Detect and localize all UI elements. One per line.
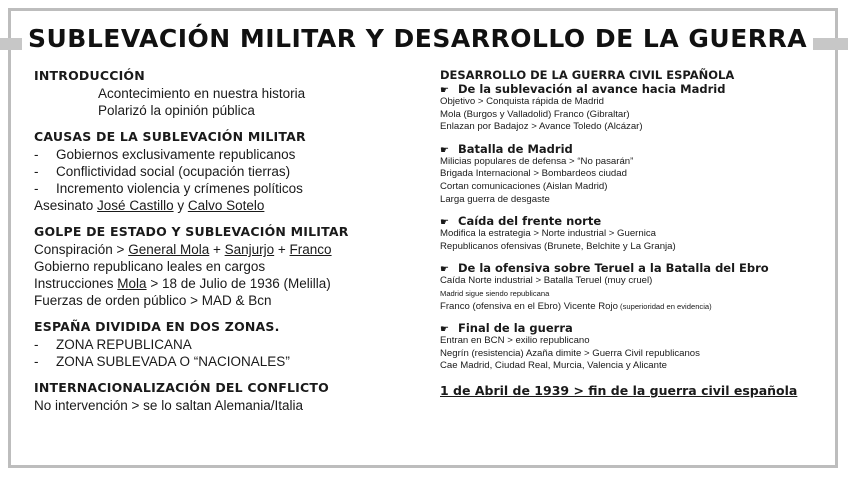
franco-name: Franco bbox=[289, 242, 332, 257]
s5-line: Entran en BCN > exilio republicano bbox=[440, 335, 590, 347]
final-statement: 1 de Abril de 1939 > fin de la guerra civil española bbox=[440, 382, 798, 398]
mola-name: General Mola bbox=[128, 242, 210, 257]
page-title: SUBLEVACIÓN MILITAR Y DESARROLLO DE LA GUERRA bbox=[22, 24, 813, 53]
s1-section bbox=[440, 82, 800, 134]
zona-bullet: - ZONA SUBLEVADA O “NACIONALES” bbox=[34, 353, 414, 370]
pointing-hand-icon: ☛ bbox=[440, 324, 449, 336]
right-column bbox=[440, 68, 800, 398]
s4-heading-text: De la ofensiva sobre Teruel a la Batalla del Ebro bbox=[458, 261, 769, 276]
desarrollo-heading: DESARROLLO DE LA GUERRA CIVIL ESPAÑOLA bbox=[440, 68, 735, 82]
pointing-hand-icon: ☛ bbox=[440, 144, 449, 156]
intro-line: Polarizó la opinión pública bbox=[98, 103, 255, 118]
inter-section bbox=[34, 380, 414, 414]
s5-line: Negrín (resistencia) Azaña dimite > Guerra Civil republicanos bbox=[440, 347, 700, 359]
s2-heading-text: Batalla de Madrid bbox=[458, 141, 573, 156]
golpe-line: Gobierno republicano leales en cargos bbox=[34, 259, 266, 274]
causas-bullet: - Gobiernos exclusivamente republicanos bbox=[34, 146, 414, 163]
s4-line3-note: (superioridad en evidencia) bbox=[617, 301, 712, 311]
espana-heading: ESPAÑA DIVIDIDA EN DOS ZONAS. bbox=[34, 319, 280, 334]
left-column bbox=[34, 68, 414, 424]
sanjurjo-name: Sanjurjo bbox=[224, 242, 275, 257]
instrucciones-line bbox=[34, 275, 414, 292]
asesinato-prefix: Asesinato bbox=[34, 198, 98, 213]
intro-section bbox=[34, 68, 414, 119]
s1-heading bbox=[440, 82, 800, 96]
instr-suffix: > 18 de Julio de 1936 (Melilla) bbox=[146, 276, 331, 291]
pointing-hand-icon: ☛ bbox=[440, 85, 449, 96]
s4-line: Madrid sigue siendo republicana bbox=[440, 288, 550, 298]
espana-section bbox=[34, 319, 414, 370]
s1-line: Mola (Burgos y Valladolid) Franco (Gibraltar) bbox=[440, 108, 630, 120]
s4-line bbox=[440, 301, 800, 314]
castillo-name: José Castillo bbox=[97, 198, 174, 213]
s5-heading bbox=[440, 321, 800, 335]
s4-section bbox=[440, 261, 800, 313]
causas-bullet: - Conflictividad social (ocupación tierras) bbox=[34, 163, 414, 180]
consp-sep: + bbox=[209, 242, 225, 257]
s3-section bbox=[440, 214, 800, 253]
s4-heading bbox=[440, 261, 800, 275]
asesinato-mid: y bbox=[173, 198, 188, 213]
golpe-line: Fuerzas de orden público > MAD & Bcn bbox=[34, 293, 272, 308]
golpe-section bbox=[34, 224, 414, 309]
s3-line: Republicanos ofensivas (Brunete, Belchite y La Granja) bbox=[440, 240, 676, 252]
pointing-hand-icon: ☛ bbox=[440, 217, 449, 229]
s3-line: Modifica la estrategia > Norte industrial > Guernica bbox=[440, 228, 656, 240]
instr-prefix: Instrucciones bbox=[34, 276, 118, 291]
s1-line: Objetivo > Conquista rápida de Madrid bbox=[440, 96, 604, 107]
s4-line3-text: Franco (ofensiva en el Ebro) Vicente Rojo bbox=[440, 300, 618, 312]
asesinato-line bbox=[34, 197, 414, 214]
s1-heading-text: De la sublevación al avance hacia Madrid bbox=[458, 82, 726, 96]
inter-heading: INTERNACIONALIZACIÓN DEL CONFLICTO bbox=[34, 380, 329, 395]
golpe-heading: GOLPE DE ESTADO Y SUBLEVACIÓN MILITAR bbox=[34, 224, 349, 239]
inter-line: No intervención > se lo saltan Alemania/Italia bbox=[34, 398, 304, 413]
s2-line: Cortan comunicaciones (Aislan Madrid) bbox=[440, 180, 608, 192]
s5-section bbox=[440, 321, 800, 373]
intro-heading: INTRODUCCIÓN bbox=[34, 68, 145, 83]
s3-heading-text: Caída del frente norte bbox=[458, 214, 602, 229]
s2-section bbox=[440, 142, 800, 206]
s2-line: Milicias populares de defensa > “No pasarán” bbox=[440, 155, 634, 167]
s2-line: Brigada Internacional > Bombardeos ciudad bbox=[440, 168, 627, 180]
intro-line: Acontecimiento en nuestra historia bbox=[98, 86, 306, 101]
consp-prefix: Conspiración > bbox=[34, 242, 129, 257]
causas-section bbox=[34, 129, 414, 214]
s2-heading bbox=[440, 142, 800, 156]
s1-line: Enlazan por Badajoz > Avance Toledo (Alcázar) bbox=[440, 121, 643, 133]
causas-heading: CAUSAS DE LA SUBLEVACIÓN MILITAR bbox=[34, 129, 306, 144]
zona-bullet: - ZONA REPUBLICANA bbox=[34, 336, 414, 353]
causas-bullet: - Incremento violencia y crímenes políticos bbox=[34, 180, 414, 197]
s2-line: Larga guerra de desgaste bbox=[440, 193, 550, 205]
sotelo-name: Calvo Sotelo bbox=[187, 198, 265, 213]
s5-line: Cae Madrid, Ciudad Real, Murcia, Valencia y Alicante bbox=[440, 360, 667, 372]
instr-mola: Mola bbox=[117, 276, 147, 291]
conspiracion-line bbox=[34, 241, 414, 258]
pointing-hand-icon: ☛ bbox=[440, 264, 449, 276]
s5-heading-text: Final de la guerra bbox=[458, 321, 573, 336]
s3-heading bbox=[440, 214, 800, 228]
s4-line: Caída Norte industrial > Batalla Teruel (muy cruel) bbox=[440, 275, 653, 287]
consp-sep: + bbox=[274, 242, 290, 257]
